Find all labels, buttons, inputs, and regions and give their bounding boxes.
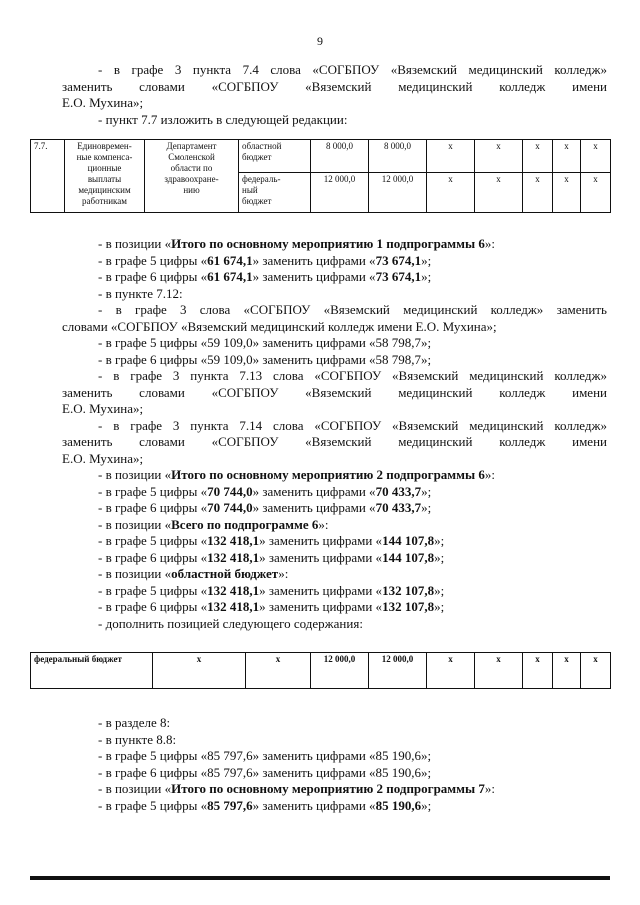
funding-source: федеральный бюджет (31, 653, 153, 689)
paragraph-line: - в позиции «Всего по подпрограмме 6»: (98, 516, 329, 532)
top-paragraphs (62, 62, 607, 128)
paragraph-line: словами «СОГБПОУ «Вяземский медицинский колледж имени Е.О. Мухина»; (62, 318, 497, 334)
funding-source: областной бюджет (239, 140, 311, 173)
x-cell: х (475, 653, 523, 689)
paragraph-line: - в графе 3 слова «СОГБПОУ «Вяземский медицинский колледж» заменить (98, 302, 607, 317)
x-cell: х (153, 653, 246, 689)
paragraph-line: - в графе 6 цифры «85 797,6» заменить цифрами «85 190,6»; (98, 764, 432, 780)
paragraph-line: Е.О. Мухина»; (62, 401, 144, 416)
x-cell: х (475, 173, 523, 213)
x-cell: х (581, 173, 611, 213)
x-cell: х (581, 140, 611, 173)
paragraph-line: - в графе 6 цифры «59 109,0» заменить цифрами «58 798,7»; (98, 351, 432, 367)
paragraph-line: Е.О. Мухина»; (62, 95, 144, 110)
x-cell: х (553, 173, 581, 213)
paragraph-line: - в графе 5 цифры «85 797,6» заменить цифрами «85 190,6»; (98, 748, 432, 763)
paragraph-line: заменить словами «СОГБПОУ «Вяземский медицинский колледж имени (62, 384, 607, 400)
federal-budget-table (30, 652, 611, 689)
paragraph-line: - в позиции «областной бюджет»: (98, 566, 289, 581)
paragraph-line: - в позиции «Итого по основному мероприятию 1 подпрограммы 6»: (98, 236, 496, 251)
x-cell: х (427, 653, 475, 689)
paragraph-line: - в позиции «Итого по основному мероприятию 2 подпрограммы 7»: (98, 781, 496, 796)
paragraph-line: - в графе 5 цифры «59 109,0» заменить цифрами «58 798,7»; (98, 335, 432, 350)
value-cell: 12 000,0 (369, 173, 427, 213)
paragraph-line: - в графе 6 цифры «61 674,1» заменить цифрами «73 674,1»; (98, 269, 432, 284)
x-cell: х (246, 653, 311, 689)
item-7-7-table (30, 139, 611, 213)
paragraph-line: Е.О. Мухина»; (62, 450, 144, 466)
x-cell: х (523, 173, 553, 213)
x-cell: х (427, 140, 475, 173)
x-cell: х (475, 140, 523, 173)
x-cell: х (427, 173, 475, 213)
paragraph-line: - в графе 5 цифры «70 744,0» заменить цифрами «70 433,7»; (98, 483, 432, 499)
paragraph-line: - в графе 3 пункта 7.13 слова «СОГБПОУ «Вяземский медицинский колледж» (98, 368, 607, 383)
paragraph-line: - в пункте 7.12: (98, 285, 183, 301)
value-cell: 12 000,0 (369, 653, 427, 689)
paragraph-line: заменить словами «СОГБПОУ «Вяземский медицинский колледж имени (62, 434, 607, 449)
footer-rule (30, 876, 610, 880)
paragraph-line: - в графе 6 цифры «132 418,1» заменить цифрами «132 107,8»; (98, 599, 445, 614)
paragraph-line: - в графе 3 пункта 7.14 слова «СОГБПОУ «Вяземский медицинский колледж» (98, 417, 607, 433)
paragraph-line: - дополнить позицией следующего содержания: (98, 615, 363, 631)
value-cell: 12 000,0 (311, 173, 369, 213)
paragraph-line: - в разделе 8: (98, 715, 171, 730)
paragraph-line: - пункт 7.7 изложить в следующей редакции: (98, 111, 348, 127)
funding-source: федераль- ный бюджет (239, 173, 311, 213)
paragraph-line: - в графе 6 цифры «70 744,0» заменить цифрами «70 433,7»; (98, 500, 432, 515)
bottom-paragraphs (62, 715, 607, 814)
item-number: 7.7. (31, 140, 65, 213)
paragraph-line: - в графе 5 цифры «132 418,1» заменить цифрами «144 107,8»; (98, 533, 445, 548)
middle-paragraphs (62, 236, 607, 632)
x-cell: х (523, 653, 553, 689)
paragraph-line: - в графе 5 цифры «61 674,1» заменить цифрами «73 674,1»; (98, 252, 432, 268)
page-number: 9 (317, 34, 323, 48)
x-cell: х (553, 140, 581, 173)
paragraph-line: - в графе 5 цифры «85 797,6» заменить цифрами «85 190,6»; (98, 797, 432, 813)
table-row (31, 140, 611, 173)
value-cell: 8 000,0 (311, 140, 369, 173)
paragraph-line: - в графе 6 цифры «132 418,1» заменить цифрами «144 107,8»; (98, 549, 445, 565)
value-cell: 12 000,0 (311, 653, 369, 689)
x-cell: х (581, 653, 611, 689)
value-cell: 8 000,0 (369, 140, 427, 173)
paragraph-line: - в графе 3 пункта 7.4 слова «СОГБПОУ «Вяземский медицинский колледж» (98, 62, 607, 77)
table-row (31, 653, 611, 689)
item-department: Департамент Смоленской области по здравоохране- нию (145, 140, 239, 213)
paragraph-line: - в графе 5 цифры «132 418,1» заменить цифрами «132 107,8»; (98, 582, 445, 598)
item-name: Единовремен- ные компенса- ционные выплаты медицинским работникам (65, 140, 145, 213)
x-cell: х (553, 653, 581, 689)
paragraph-line: - в пункте 8.8: (98, 731, 177, 747)
paragraph-line: заменить словами «СОГБПОУ «Вяземский медицинский колледж имени (62, 78, 607, 94)
x-cell: х (523, 140, 553, 173)
paragraph-line: - в позиции «Итого по основному мероприятию 2 подпрограммы 6»: (98, 467, 496, 482)
